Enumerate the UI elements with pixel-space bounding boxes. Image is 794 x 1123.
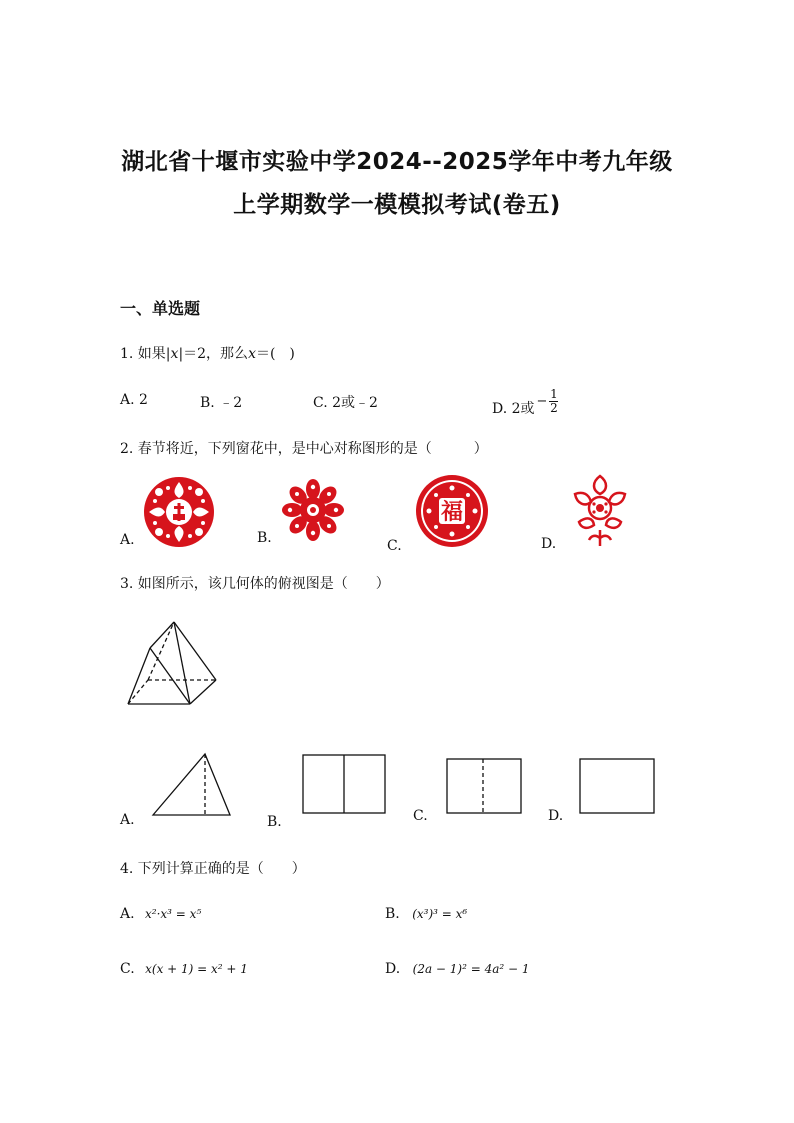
question-3-stem: 3. 如图所示，该几何体的俯视图是（ ）	[120, 576, 390, 592]
q4-option-d[interactable]	[385, 961, 530, 977]
q4-option-b-label: B.	[385, 906, 400, 922]
q3-option-d-rectangle-figure[interactable]	[578, 757, 656, 815]
q1-stem-pre: 1. 如果|	[120, 346, 171, 362]
q2-option-c-label[interactable]: C.	[387, 538, 402, 554]
q1-stem-var: x	[170, 346, 179, 362]
q3-option-a-triangle-figure[interactable]	[150, 751, 232, 817]
q1-option-d-fraction	[549, 388, 558, 415]
exam-title-line1: 湖北省十堰市实验中学2024--2025学年中考九年级	[121, 149, 673, 175]
exam-title-line2: 上学期数学一模模拟考试(卷五)	[233, 192, 561, 218]
q3-option-d-label[interactable]: D.	[548, 808, 564, 824]
q4-option-d-expression: (2a − 1)² = 4a² − 1	[412, 962, 530, 976]
q1-fraction-denominator: 2	[550, 400, 558, 415]
q4-option-b[interactable]	[385, 906, 467, 922]
fu-character: 福	[440, 500, 464, 525]
q3-option-a-label[interactable]: A.	[120, 812, 135, 828]
q3-option-c-rectangle-figure[interactable]	[445, 757, 523, 815]
question-1-stem	[120, 343, 295, 363]
q1-option-a[interactable]: A. 2	[120, 392, 148, 408]
q4-option-b-expression: (x³)³ = x⁶	[412, 907, 468, 921]
question-2-stem: 2. 春节将近，下列窗花中，是中心对称图形的是（ ）	[120, 441, 488, 457]
q2-option-a-label[interactable]: A.	[120, 532, 135, 548]
paper-cut-fu-c-icon[interactable]	[415, 474, 489, 548]
geometric-solid-figure	[120, 618, 220, 710]
q4-option-c-label: C.	[120, 961, 135, 977]
q1-stem-var2: x	[248, 346, 256, 362]
q2-option-d-label[interactable]: D.	[541, 536, 557, 552]
q1-option-d[interactable]	[492, 384, 558, 418]
question-4-stem: 4. 下列计算正确的是（ ）	[120, 861, 306, 877]
q4-option-a-expression: x²·x³ = x⁵	[145, 907, 202, 921]
paper-cut-lotus-d-icon[interactable]	[565, 472, 635, 550]
q1-option-d-label: D. 2或	[492, 401, 535, 417]
q3-option-c-label[interactable]: C.	[413, 808, 428, 824]
q4-option-d-label: D.	[385, 961, 401, 977]
section-heading: 一、单选题	[120, 299, 201, 318]
paper-cut-flower-b-icon[interactable]	[281, 478, 345, 542]
q1-stem-post: ＝( )	[255, 346, 295, 362]
paper-cut-circle-a-icon[interactable]	[143, 476, 215, 548]
q3-option-b-rectangle-figure[interactable]	[301, 753, 387, 815]
q4-option-c-expression: x(x + 1) = x² + 1	[145, 962, 248, 976]
q1-option-c[interactable]: C. 2或﹣2	[313, 395, 378, 411]
q4-option-c[interactable]	[120, 961, 248, 977]
q4-option-a[interactable]	[120, 906, 201, 922]
q1-option-b[interactable]: B. ﹣2	[200, 395, 243, 411]
q1-stem-mid: |＝2，那么	[178, 346, 249, 362]
q1-option-d-sign: −	[536, 393, 548, 409]
q2-option-b-label[interactable]: B.	[257, 530, 272, 546]
q4-option-a-label: A.	[120, 906, 135, 922]
q1-fraction-numerator: 1	[550, 386, 558, 401]
q3-option-b-label[interactable]: B.	[267, 814, 282, 830]
